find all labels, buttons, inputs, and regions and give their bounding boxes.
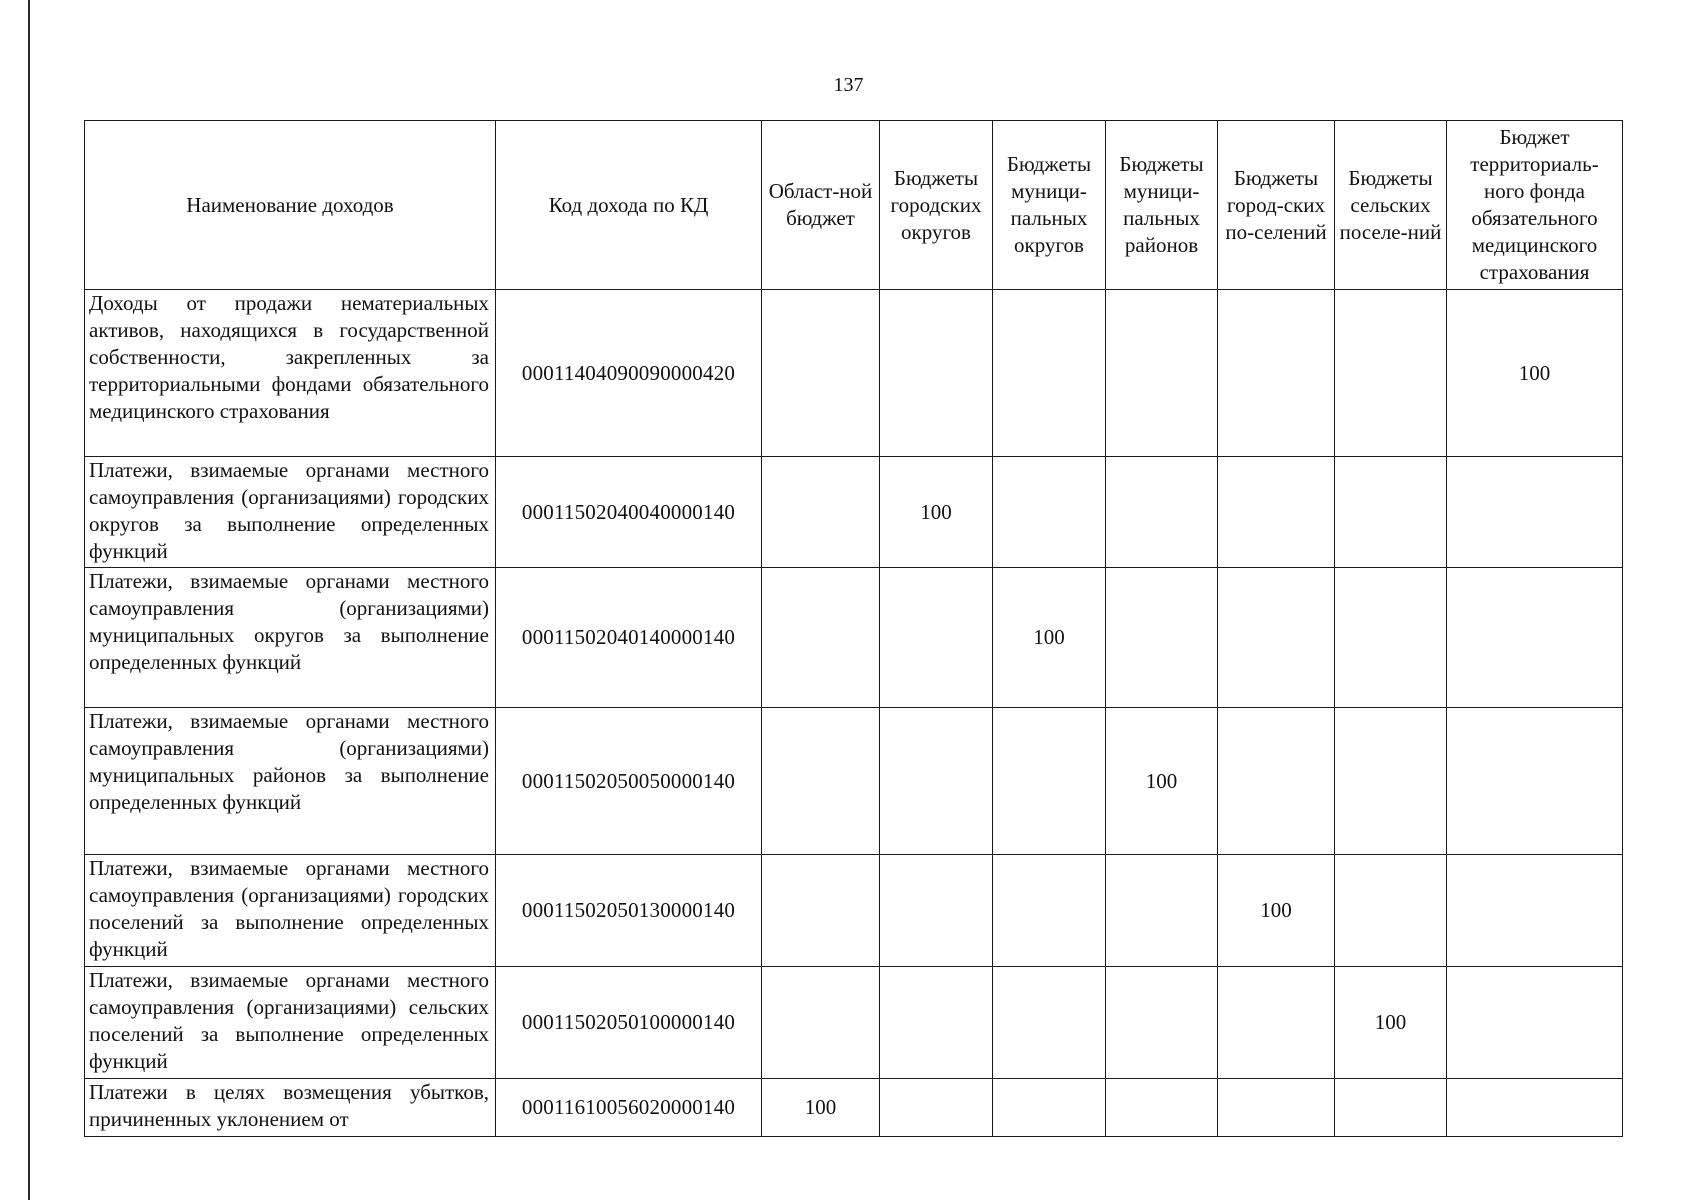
income-code: 00011404090090000420 [496,290,762,457]
header-rural-settlements: Бюджеты сельских поселе-ний [1335,121,1447,290]
value-municipal-districts [1106,1079,1218,1137]
value-municipal-districts [1106,855,1218,967]
value-municipal-okrugs [993,855,1106,967]
table-row [85,967,1623,1079]
value-regional: 100 [762,1079,880,1137]
table-header-row [85,121,1623,290]
table-row [85,708,1623,855]
income-name: Платежи в целях возмещения убытков, причиненных уклонением от [85,1079,496,1137]
binding-line [28,0,30,1200]
income-name: Платежи, взимаемые органами местного самоуправления (организациями) городских округов за выполнение определенных функций [85,457,496,568]
value-regional [762,568,880,708]
header-urban-settlements: Бюджеты город-ских по-селений [1218,121,1335,290]
value-regional [762,967,880,1079]
value-urban-settlements [1218,457,1335,568]
table-row [85,457,1623,568]
value-municipal-okrugs [993,290,1106,457]
value-urban-settlements [1218,1079,1335,1137]
header-income-code: Код дохода по КД [496,121,762,290]
header-city-districts: Бюджеты городских округов [880,121,993,290]
header-oms-fund: Бюджет территориаль-ного фонда обязательного медицинского страхования [1447,121,1623,290]
value-urban-settlements [1218,568,1335,708]
value-urban-settlements [1218,708,1335,855]
income-name: Платежи, взимаемые органами местного самоуправления (организациями) муниципальных районов за выполнение определенных функций [85,708,496,855]
value-oms-fund [1447,855,1623,967]
value-oms-fund [1447,457,1623,568]
income-code: 00011502040040000140 [496,457,762,568]
header-municipal-okrugs: Бюджеты муници-пальных округов [993,121,1106,290]
value-rural-settlements [1335,855,1447,967]
value-rural-settlements [1335,457,1447,568]
value-regional [762,708,880,855]
income-name: Платежи, взимаемые органами местного самоуправления (организациями) городских поселений за выполнение определенных функций [85,855,496,967]
value-oms-fund: 100 [1447,290,1623,457]
value-oms-fund [1447,568,1623,708]
table-row [85,568,1623,708]
income-code: 00011610056020000140 [496,1079,762,1137]
income-name: Платежи, взимаемые органами местного самоуправления (организациями) муниципальных округов за выполнение определенных функций [85,568,496,708]
value-city-districts [880,568,993,708]
value-rural-settlements: 100 [1335,967,1447,1079]
value-rural-settlements [1335,290,1447,457]
table-row [85,855,1623,967]
header-regional-budget: Област-ной бюджет [762,121,880,290]
value-city-districts [880,855,993,967]
value-municipal-okrugs [993,708,1106,855]
value-regional [762,457,880,568]
income-code: 00011502050130000140 [496,855,762,967]
value-municipal-districts [1106,290,1218,457]
value-city-districts [880,290,993,457]
value-regional [762,855,880,967]
value-rural-settlements [1335,708,1447,855]
value-municipal-okrugs [993,1079,1106,1137]
value-city-districts [880,1079,993,1137]
income-distribution-table [84,120,1623,1137]
value-urban-settlements [1218,290,1335,457]
value-municipal-okrugs [993,967,1106,1079]
value-urban-settlements [1218,967,1335,1079]
income-name: Платежи, взимаемые органами местного самоуправления (организациями) сельских поселений за выполнение определенных функций [85,967,496,1079]
value-municipal-districts: 100 [1106,708,1218,855]
value-urban-settlements: 100 [1218,855,1335,967]
value-regional [762,290,880,457]
table-row [85,290,1623,457]
value-municipal-districts [1106,457,1218,568]
value-oms-fund [1447,708,1623,855]
header-municipal-districts: Бюджеты муници-пальных районов [1106,121,1218,290]
page-number: 137 [833,74,864,96]
value-rural-settlements [1335,568,1447,708]
header-income-name: Наименование доходов [85,121,496,290]
value-oms-fund [1447,967,1623,1079]
income-name: Доходы от продажи нематериальных активов, находящихся в государственной собственности, закрепленных за территориальными фондами обязательного медицинского страхования [85,290,496,457]
value-municipal-okrugs [993,457,1106,568]
value-municipal-districts [1106,967,1218,1079]
income-code: 00011502040140000140 [496,568,762,708]
value-municipal-districts [1106,568,1218,708]
income-code: 00011502050100000140 [496,967,762,1079]
value-city-districts [880,708,993,855]
value-municipal-okrugs: 100 [993,568,1106,708]
value-oms-fund [1447,1079,1623,1137]
value-city-districts [880,967,993,1079]
income-code: 00011502050050000140 [496,708,762,855]
value-rural-settlements [1335,1079,1447,1137]
table-row [85,1079,1623,1137]
value-city-districts: 100 [880,457,993,568]
